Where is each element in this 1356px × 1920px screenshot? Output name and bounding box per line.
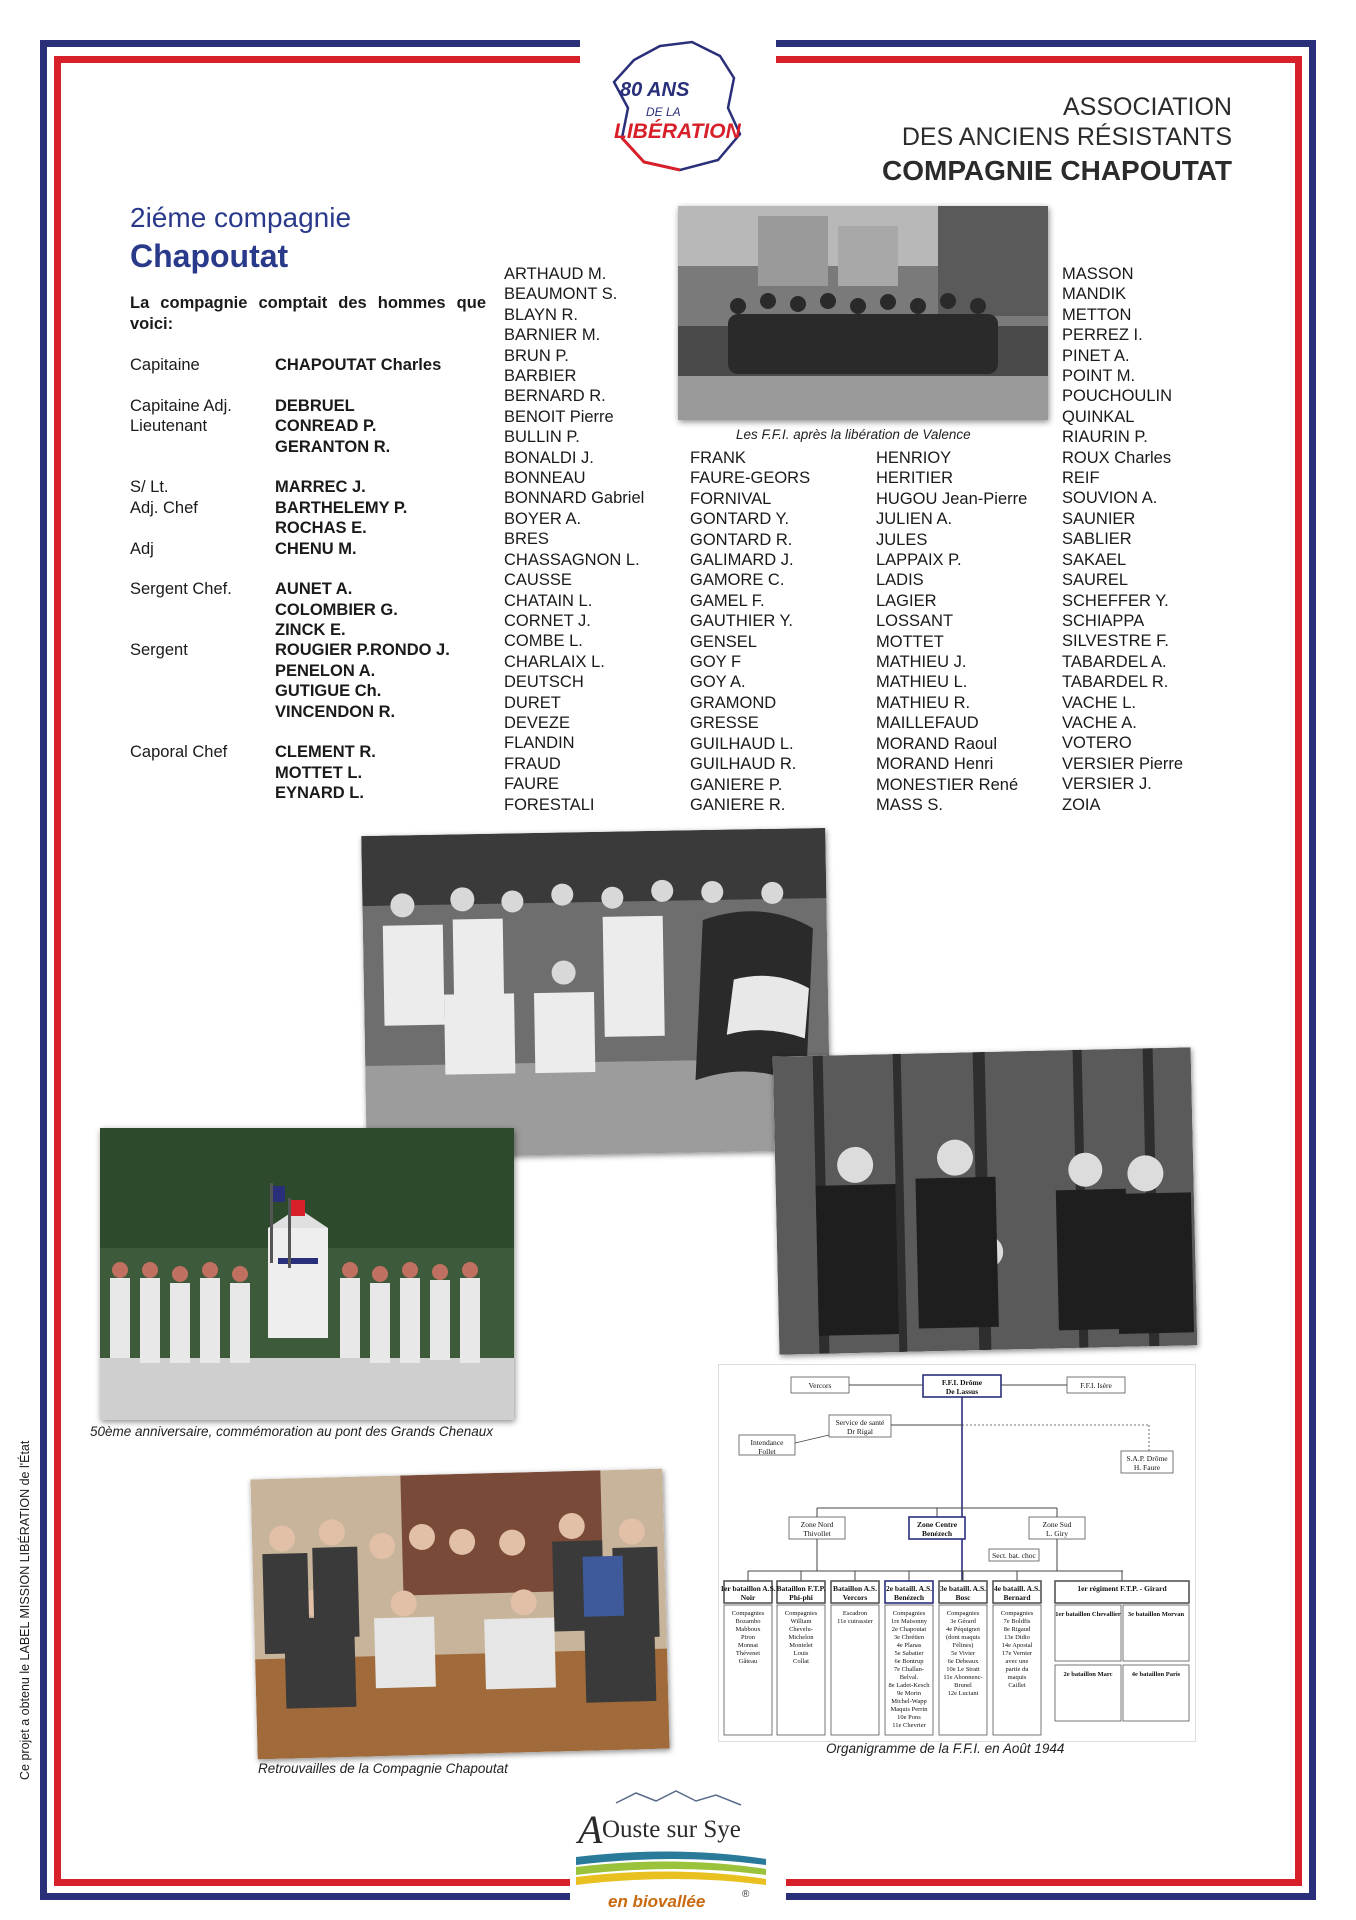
rank-name: PENELON A. — [275, 661, 376, 680]
org-sap-text: S.A.P. Drôme — [1126, 1454, 1168, 1463]
member-name: GONTARD R. — [690, 530, 793, 549]
member-name: GENSEL — [690, 632, 757, 651]
member-name: GALIMARD J. — [690, 551, 794, 570]
member-name: RIAURIN P. — [1062, 428, 1148, 447]
member-name: BRUN P. — [504, 346, 569, 365]
member-name: CORNET J. — [504, 611, 591, 630]
org-battalion-head-text: 4e bataill. A.S. — [993, 1584, 1041, 1593]
org-battalion-item: Compagnies — [731, 1610, 765, 1617]
member-name: SILVESTRE F. — [1062, 632, 1169, 651]
org-ftp-battalion-text: 2e bataillon Marc — [1063, 1671, 1113, 1678]
member-name: HUGOU Jean-Pierre — [876, 489, 1028, 508]
logo-reg-mark: ® — [742, 1889, 750, 1900]
rank-name: CHAPOUTAT Charles — [275, 356, 442, 374]
member-name: MANDIK — [1062, 285, 1127, 304]
org-sap-text: H. Faure — [1133, 1463, 1161, 1472]
org-battalion-item: Caillet — [1008, 1682, 1026, 1689]
member-name: CHASSAGNON L. — [504, 550, 640, 569]
member-name: GANIERE P. — [690, 775, 783, 794]
org-sante-text: Dr Rigal — [846, 1427, 874, 1436]
org-battalion-item: maquis — [1007, 1674, 1027, 1681]
org-battalion-item: 1re Maisonny — [891, 1618, 927, 1625]
member-name: MATHIEU R. — [876, 693, 971, 712]
photo-forest-men — [773, 1047, 1198, 1354]
member-name: FRAUD — [504, 754, 561, 773]
rank-row — [130, 416, 490, 436]
rank-row — [130, 437, 490, 457]
org-battalion-item: 17e Vernier — [1001, 1650, 1033, 1657]
org-zone-text: L. Giry — [1045, 1529, 1069, 1538]
org-zone-text: Benézech — [922, 1529, 952, 1538]
rank-name: MARREC J. — [275, 478, 366, 497]
org-battalion-head-text: 2e bataill. A.S. — [885, 1584, 933, 1593]
member-name: MASSON — [1062, 265, 1134, 283]
rank-label — [130, 661, 275, 681]
rank-row — [130, 396, 490, 416]
org-battalion-item: Maquis Perrin — [890, 1706, 928, 1713]
org-battalion-item: Escadron — [842, 1610, 868, 1617]
org-battalion-item: 4e Péquignot — [945, 1626, 981, 1633]
rank-row — [130, 640, 490, 660]
member-name: TABARDEL A. — [1062, 652, 1167, 671]
org-battalion-item: Compagnies — [784, 1610, 818, 1617]
member-name: SAUNIER — [1062, 509, 1136, 528]
org-battalion-item: 10e Pons — [897, 1714, 921, 1721]
org-battalion-item: Brunel — [954, 1682, 972, 1689]
logo-line1: 80 ANS — [620, 79, 690, 101]
member-name: GOY F — [690, 653, 742, 672]
member-name: QUINKAL — [1062, 407, 1135, 426]
org-battalion-item: William — [790, 1618, 812, 1625]
member-name: BONALDI J. — [504, 448, 594, 467]
frame-outer-right — [1309, 40, 1316, 1900]
org-ftp-battalion-text: 3e bataillon Morvan — [1127, 1611, 1185, 1618]
member-name: SCHIAPPA — [1062, 611, 1145, 630]
org-battalion-item: Mabboux — [735, 1626, 761, 1633]
frame-inner-right — [1295, 56, 1302, 1886]
member-name: FORNIVAL — [690, 489, 772, 508]
rank-row — [130, 722, 490, 742]
org-battalion-item: Bozambo — [735, 1618, 761, 1625]
rank-row — [130, 375, 490, 395]
member-name: ROUX Charles — [1062, 448, 1172, 467]
member-name: GRESSE — [690, 714, 759, 733]
org-battalion-item: 8e Rigaud — [1003, 1626, 1031, 1633]
rank-label: Sergent Chef. — [130, 580, 232, 599]
rank-label: Sergent — [130, 641, 188, 660]
org-battalion-item: 9e Morin — [896, 1690, 922, 1697]
rank-label — [130, 457, 275, 477]
caption-orgchart: Organigramme de la F.F.I. en Août 1944 — [826, 1741, 1065, 1756]
member-name: BONNEAU — [504, 469, 586, 488]
member-name: DURET — [504, 693, 561, 712]
member-name: BARNIER M. — [504, 326, 601, 345]
org-battalion-item: Monnat — [737, 1642, 759, 1649]
rank-row — [130, 783, 490, 803]
rank-name: AUNET A. — [275, 580, 353, 599]
org-battalion-item: Montelet — [789, 1642, 813, 1649]
member-name: BULLIN P. — [504, 428, 580, 447]
member-name: BARBIER — [504, 367, 577, 386]
member-name: POINT M. — [1062, 367, 1136, 386]
member-name: VOTERO — [1062, 734, 1132, 753]
member-name: VACHE L. — [1062, 693, 1136, 712]
member-name: BOYER A. — [504, 509, 582, 528]
org-ftp-battalion-text: 1er bataillon Chevallier — [1055, 1611, 1121, 1618]
rank-label: Caporal Chef — [130, 743, 228, 762]
frame-inner-bottom-right — [786, 1879, 1302, 1886]
member-name: BEAUMONT S. — [504, 285, 618, 304]
orgchart-ffi — [718, 1364, 1196, 1742]
member-name: JULES — [876, 530, 928, 549]
org-battalion-item: (dont maquis — [945, 1634, 981, 1641]
rank-row — [130, 457, 490, 477]
org-battalion-head-text: Noir — [740, 1593, 756, 1602]
org-battalion-head-text: Vercors — [842, 1593, 868, 1602]
member-name: FORESTALI — [504, 795, 595, 814]
rank-name: BARTHELEMY P. — [275, 498, 408, 517]
caption-anniversary: 50ème anniversaire, commémoration au pont des Grands Chenaux — [90, 1424, 493, 1439]
frame-outer-top-left — [40, 40, 580, 47]
member-name: CHARLAIX L. — [504, 652, 605, 671]
rank-row — [130, 355, 490, 375]
rank-name: MOTTET L. — [275, 763, 363, 782]
org-battalion-item: Belval. — [899, 1674, 919, 1681]
logo-town-initial: A — [578, 1807, 603, 1852]
logo-tagline: en biovallée — [608, 1892, 706, 1911]
photo-group-flag — [361, 828, 831, 1158]
org-battalion-head-text: Bernard — [1003, 1593, 1031, 1602]
member-name: SAUREL — [1062, 571, 1129, 590]
member-name: SCHEFFER Y. — [1062, 591, 1169, 610]
rank-name: CLEMENT R. — [275, 743, 376, 762]
member-name: LAGIER — [876, 591, 937, 610]
rank-label — [130, 783, 275, 803]
member-name: SABLIER — [1062, 530, 1132, 549]
rank-row — [130, 681, 490, 701]
member-name: DEUTSCH — [504, 673, 584, 692]
rank-name: EYNARD L. — [275, 784, 364, 803]
member-name: BLAYN R. — [504, 305, 578, 324]
rank-label: Capitaine Adj. — [130, 396, 232, 415]
names-column-1 — [504, 264, 644, 815]
org-battalion-item: Piron — [740, 1634, 756, 1641]
member-name: GUILHAUD R. — [690, 755, 797, 774]
member-name: GAUTHIER Y. — [690, 612, 794, 631]
org-battalion-item: Collat — [793, 1658, 809, 1665]
member-name: MATHIEU L. — [876, 673, 968, 692]
member-name: SOUVION A. — [1062, 489, 1158, 508]
org-battalion-item: 5e Sabatier — [894, 1650, 924, 1657]
org-intendance-text: Intendance — [750, 1438, 784, 1447]
rank-label — [130, 722, 275, 742]
rank-label: Capitaine — [130, 356, 200, 374]
label-mission-text: Ce projet a obtenu le LABEL MISSION LIBÉRATION de l'État — [18, 1440, 32, 1780]
member-name: MORAND Raoul — [876, 734, 998, 753]
rank-name: VINCENDON R. — [275, 702, 396, 721]
member-name: DEVEZE — [504, 713, 571, 732]
org-zone-text: Thivollet — [803, 1529, 831, 1538]
member-name: PERREZ I. — [1062, 326, 1143, 345]
rank-label: S/ Lt. — [130, 478, 169, 497]
rank-name: CHENU M. — [275, 539, 357, 558]
frame-inner-left — [54, 56, 61, 1886]
org-battalion-head-text: Phi-phi — [789, 1593, 813, 1602]
rank-row — [130, 518, 490, 538]
caption-valence: Les F.F.I. après la libération de Valence — [736, 427, 971, 442]
member-name: BONNARD Gabriel — [504, 489, 645, 508]
org-battalion-item: 12e Luciani — [947, 1690, 979, 1697]
org-zone-text: Zone Centre — [916, 1520, 958, 1529]
member-name: GUILHAUD L. — [690, 734, 794, 753]
rank-label — [130, 437, 275, 457]
rank-label — [130, 375, 275, 395]
member-name: BRES — [504, 530, 549, 549]
org-battalion-item: partie du — [1005, 1666, 1029, 1673]
rank-label — [130, 518, 275, 538]
member-name: VERSIER J. — [1062, 775, 1152, 794]
rank-name: DEBRUEL — [275, 396, 355, 415]
org-zone-text: Zone Nord — [800, 1520, 834, 1529]
header-line1: ASSOCIATION — [1062, 93, 1232, 121]
org-battalion-item: 2e Chapoutat — [891, 1626, 927, 1633]
ouste-sur-sye-logo — [566, 1785, 792, 1915]
logo-line2: DE LA — [646, 105, 681, 119]
rank-label: Lieutenant — [130, 417, 208, 436]
org-battalion-item: Louis — [793, 1650, 809, 1657]
org-battalion-item: 14e Apostal — [1001, 1642, 1033, 1649]
member-name: BERNARD R. — [504, 387, 606, 406]
org-vercors-text: Vercors — [808, 1381, 832, 1390]
member-name: BENOIT Pierre — [504, 407, 614, 426]
org-battalion-head-text: Bataillon A.S. — [833, 1584, 877, 1593]
names-column-2 — [690, 448, 810, 815]
section-title: Chapoutat — [130, 238, 289, 274]
member-name: TABARDEL R. — [1062, 673, 1169, 692]
member-name: GOY A. — [690, 673, 746, 692]
org-sante-text: Service de santé — [835, 1418, 885, 1427]
member-name: METTON — [1062, 305, 1132, 324]
member-name: JULIEN A. — [876, 510, 953, 529]
member-name: PINET A. — [1062, 346, 1130, 365]
member-name: FLANDIN — [504, 734, 575, 753]
member-name: HERITIER — [876, 469, 954, 488]
rank-row — [130, 477, 490, 497]
member-name: GAMORE C. — [690, 571, 785, 590]
rank-label — [130, 763, 275, 783]
rank-name: ROUGIER P.RONDO J. — [275, 641, 450, 660]
member-name: MORAND Henri — [876, 755, 994, 774]
member-name: FAURE — [504, 775, 560, 794]
org-battalion-head-text: Bataillon F.T.P. — [776, 1584, 826, 1593]
member-name: VACHE A. — [1062, 713, 1137, 732]
frame-outer-bottom-right — [786, 1893, 1316, 1900]
member-name: GANIERE R. — [690, 795, 786, 814]
org-zone-text: Zone Sud — [1042, 1520, 1072, 1529]
org-top-text: F.F.I. Drôme — [941, 1378, 983, 1387]
org-battalion-item: Félines) — [952, 1642, 974, 1649]
names-column-4 — [1062, 264, 1183, 815]
frame-inner-top-left — [54, 56, 580, 63]
photo-ffi-valence — [678, 206, 1048, 420]
org-battalion-item: 3e Chrétien — [893, 1634, 925, 1641]
rank-label: Adj. Chef — [130, 498, 198, 517]
rank-row — [130, 620, 490, 640]
names-column-3 — [876, 448, 1027, 815]
rank-row — [130, 498, 490, 518]
member-name: CHATAIN L. — [504, 591, 593, 610]
rank-row — [130, 661, 490, 681]
org-isere-text: F.F.I. Isère — [1080, 1381, 1112, 1390]
org-battalion-head-text: 1er bataillon A.S. — [720, 1584, 776, 1593]
rank-row — [130, 579, 490, 599]
org-battalion-item: 5e Vivier — [951, 1650, 975, 1657]
header-line3: COMPAGNIE CHAPOUTAT — [882, 155, 1232, 186]
member-name: REIF — [1062, 469, 1100, 488]
org-sect-text: Sect. bat. choc — [992, 1551, 1036, 1560]
frame-outer-left — [40, 40, 47, 1900]
member-name: MONESTIER René — [876, 775, 1019, 794]
rank-label — [130, 702, 275, 722]
org-battalion-item: Michelon — [788, 1634, 814, 1641]
org-battalion-item: 7e Challan- — [893, 1666, 925, 1673]
member-name: MAILLEFAUD — [876, 714, 979, 733]
org-battalion-item: Michel-Wapp — [891, 1698, 927, 1705]
orgchart-connector — [795, 1435, 829, 1443]
org-battalion-item: 11e Chevrier — [892, 1722, 926, 1729]
org-battalion-head-text: Bosc — [955, 1593, 971, 1602]
frame-outer-bottom-left — [40, 1893, 570, 1900]
member-name: LOSSANT — [876, 612, 954, 631]
org-battalion-item: avec une — [1005, 1658, 1029, 1665]
org-battalion-head-text: Benézech — [894, 1593, 924, 1602]
caption-reunion: Retrouvailles de la Compagnie Chapoutat — [258, 1761, 508, 1776]
frame-inner-top-right — [776, 56, 1302, 63]
org-intendance-text: Follet — [758, 1447, 776, 1456]
org-battalion-item: 10e Le Stratt — [946, 1666, 980, 1673]
logo-line3: LIBÉRATION — [614, 120, 741, 143]
member-name: ZOIA — [1062, 795, 1101, 814]
ranks-list — [130, 355, 490, 804]
rank-name: COLOMBIER G. — [275, 600, 398, 619]
org-ftp-battalion-text: 4e bataillon Paris — [1131, 1671, 1181, 1678]
org-battalion-item: Chevelu- — [789, 1626, 813, 1633]
member-name: FAURE-GEORS — [690, 469, 811, 488]
rank-label — [130, 681, 275, 701]
org-battalion-item: 11e Abonnenc- — [943, 1674, 983, 1681]
member-name: COMBE L. — [504, 632, 583, 651]
member-name: POUCHOULIN — [1062, 387, 1173, 406]
org-battalion-item: Compagnies — [1000, 1610, 1034, 1617]
member-name: GAMEL F. — [690, 591, 765, 610]
member-name: LADIS — [876, 571, 924, 590]
frame-outer-top-right — [776, 40, 1316, 47]
frame-inner-bottom-left — [54, 1879, 570, 1886]
rank-name: ZINCK E. — [275, 621, 346, 640]
org-battalion-item: Gâteau — [738, 1658, 758, 1665]
photo-reunion — [250, 1469, 669, 1760]
rank-row — [130, 702, 490, 722]
org-battalion-item: 4e Planas — [896, 1642, 922, 1649]
member-name: GRAMOND — [690, 693, 777, 712]
org-battalion-item: Compagnies — [892, 1610, 926, 1617]
member-name: FRANK — [690, 449, 746, 467]
logo-town: Ouste sur Sye — [602, 1816, 741, 1843]
member-name: SAKAEL — [1062, 550, 1127, 569]
org-battalion-head-text: 3e bataill. A.S. — [939, 1584, 987, 1593]
org-battalion-head-text: 1er régiment F.T.P. - Girard — [1077, 1584, 1167, 1593]
org-battalion-item: Thévenet — [735, 1650, 761, 1657]
org-battalion-item: 11e cuirassier — [837, 1618, 873, 1625]
member-name: MATHIEU J. — [876, 653, 967, 672]
rank-row — [130, 559, 490, 579]
member-name: GONTARD Y. — [690, 510, 790, 529]
member-name: CAUSSE — [504, 571, 572, 590]
photo-anniversary — [100, 1128, 514, 1420]
org-battalion-item: 6e Bontrup — [894, 1658, 924, 1665]
rank-label: Adj — [130, 539, 154, 558]
rank-name: GERANTON R. — [275, 437, 391, 456]
org-battalion-item: Compagnies — [946, 1610, 980, 1617]
member-name: MASS S. — [876, 795, 943, 814]
intro-text: La compagnie comptait des hommes que voici: — [130, 294, 486, 333]
rank-row — [130, 600, 490, 620]
section-subtitle: 2iéme compagnie — [130, 202, 352, 233]
org-battalion-item: 7e Boldfis — [1003, 1618, 1031, 1625]
org-battalion-item: 3e Gérard — [950, 1618, 976, 1625]
member-name: ARTHAUD M. — [504, 265, 607, 283]
member-name: VERSIER Pierre — [1062, 754, 1184, 773]
rank-name: ROCHAS E. — [275, 519, 367, 538]
org-battalion-item: 6e Debeaux — [947, 1658, 979, 1665]
rank-row — [130, 742, 490, 762]
org-top-text: De Lassus — [945, 1387, 979, 1396]
rank-label — [130, 600, 275, 620]
association-header — [882, 92, 1232, 186]
header-line2: DES ANCIENS RÉSISTANTS — [901, 123, 1232, 151]
member-name: LAPPAIX P. — [876, 551, 962, 570]
rank-label — [130, 620, 275, 640]
org-battalion-item: 8e Ladet-Kesch — [888, 1682, 930, 1689]
80-ans-liberation-logo — [600, 38, 760, 178]
rank-name: CONREAD P. — [275, 417, 377, 436]
rank-label — [130, 559, 275, 579]
rank-row — [130, 539, 490, 559]
member-name: HENRIOY — [876, 449, 952, 467]
rank-row — [130, 763, 490, 783]
org-battalion-item: 13e Didio — [1004, 1634, 1030, 1641]
member-name: MOTTET — [876, 632, 944, 651]
rank-name: GUTIGUE Ch. — [275, 682, 382, 701]
